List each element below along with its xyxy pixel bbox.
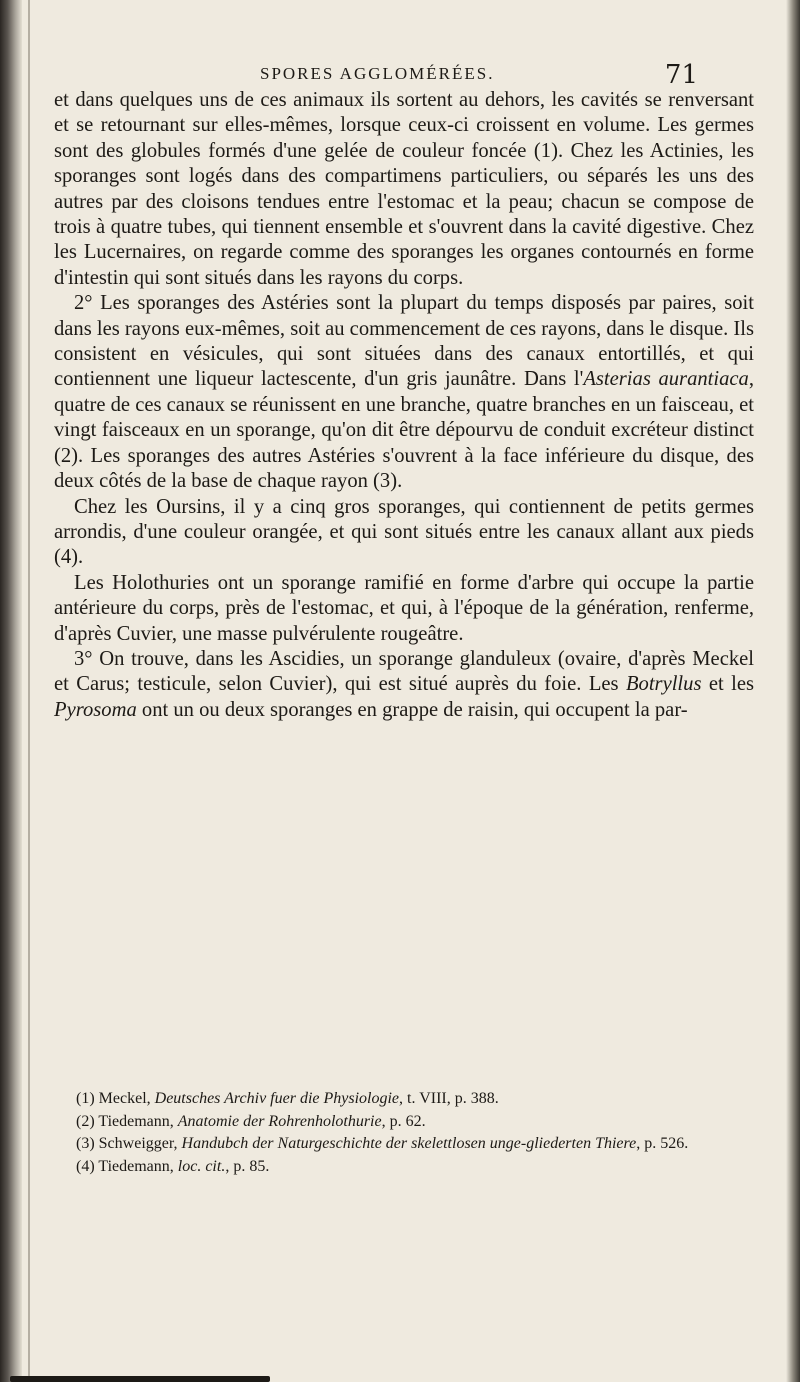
genus-botryllus: Botryllus (625, 673, 702, 696)
footnote-2-title: Anatomie der Rohrenholothurie (177, 1112, 382, 1130)
running-head: SPORES AGGLOMÉRÉES. (260, 64, 495, 83)
footnotes (54, 1088, 754, 1178)
paragraph-5 (54, 647, 754, 723)
binding-line (28, 0, 30, 1382)
footnote-3 (54, 1133, 754, 1156)
species-name: Asterias aurantiaca (583, 368, 749, 391)
page-number: 71 (664, 60, 698, 90)
paragraph-1: et dans quelques uns de ces animaux ils sortent au dehors, les cavités se renversant et se retournant sur elles-mêmes, lorsque ceux-ci croissent en volume. Les germes sont des globules formés d'une gelée de couleur foncée (1). Chez les Actinies, les sporanges sont logés dans des compartimens particuliers, ou séparés les uns des autres par des cloisons tendues entre l'estomac et la peau; chacun se compose de trois à quatre tubes, qui tiennent ensemble et s'ouvrent dans la cavité digestive. Chez les Lucernaires, on regarde comme des sporanges les organes contournés en forme d'intestin qui sont situés dans les rayons du corps. (54, 89, 754, 289)
book-spine-shadow (0, 0, 22, 1382)
footnote-1-ref: , t. VIII, p. 388. (399, 1090, 499, 1107)
page-edge-shadow (786, 0, 800, 1382)
paragraph-2-text-b: , quatre de ces canaux se réunissent en une branche, quatre branches en un faisceau, et vingt faisceaux en un sporange, qu'on dit être dépourvu de conduit excréteur distinct (2). Les sporanges des autres Astéries s'ouvrent à la face inférieure du disque, des deux côtés de la base de chaque rayon (3). (54, 368, 754, 493)
paragraph-5-text-b: et les (701, 673, 754, 696)
footnote-2-author: (2) Tiedemann, (76, 1112, 178, 1130)
paragraph-5-text-c: ont un ou deux sporanges en grappe de raisin, qui occupent la par- (136, 698, 688, 721)
footnote-2 (54, 1111, 754, 1134)
footnote-1-author: (1) Meckel, (76, 1090, 155, 1107)
footnote-3-author: (3) Schweigger, (76, 1135, 182, 1152)
paragraph-4: Les Holothuries ont un sporange ramifié en forme d'arbre qui occupe la partie antérieure du corps, près de l'estomac, et qui, à l'époque de la génération, renferme, d'après Cuvier, une masse pulvérulente rougeâtre. (54, 571, 754, 645)
paragraph-2 (54, 291, 754, 494)
footnote-4-ref: , p. 85. (225, 1157, 270, 1175)
body-text (54, 88, 754, 723)
bottom-edge-mark (10, 1376, 270, 1382)
footnote-3-ref: , p. 526. (636, 1135, 689, 1152)
footnote-3-title: Handubch der Naturgeschichte der skelettlosen unge-gliederten Thiere (181, 1135, 637, 1152)
paragraph-3: Chez les Oursins, il y a cinq gros sporanges, qui contiennent de petits germes arrondis, d'une couleur orangée, et qui sont situés entre les canaux allant aux pieds (4). (54, 495, 754, 569)
genus-pyrosoma: Pyrosoma (54, 698, 137, 721)
footnote-4 (54, 1156, 754, 1179)
footnote-4-author: (4) Tiedemann, (76, 1157, 178, 1175)
footnote-1 (54, 1088, 754, 1111)
footnote-2-ref: , p. 62. (381, 1112, 426, 1130)
paragraph-2-text-a: 2° Les sporanges des Astéries sont la plupart du temps disposés par paires, soit dans les rayons eux-mêmes, soit au commencement de ces rayons, dans le disque. Ils consistent en vésicules, qui sont situées dans des canaux entortillés, et qui contiennent une liqueur lactescente, d'un gris jaunâtre. Dans l' (54, 292, 754, 391)
footnote-4-title: loc. cit. (177, 1157, 226, 1175)
footnote-1-title: Deutsches Archiv fuer die Physiologie (154, 1090, 400, 1107)
paragraph-5-text-a: 3° On trouve, dans les Ascidies, un sporange glanduleux (ovaire, d'après Meckel et Carus; testicule, selon Cuvier), qui est situé auprès du foie. Les (54, 647, 754, 696)
